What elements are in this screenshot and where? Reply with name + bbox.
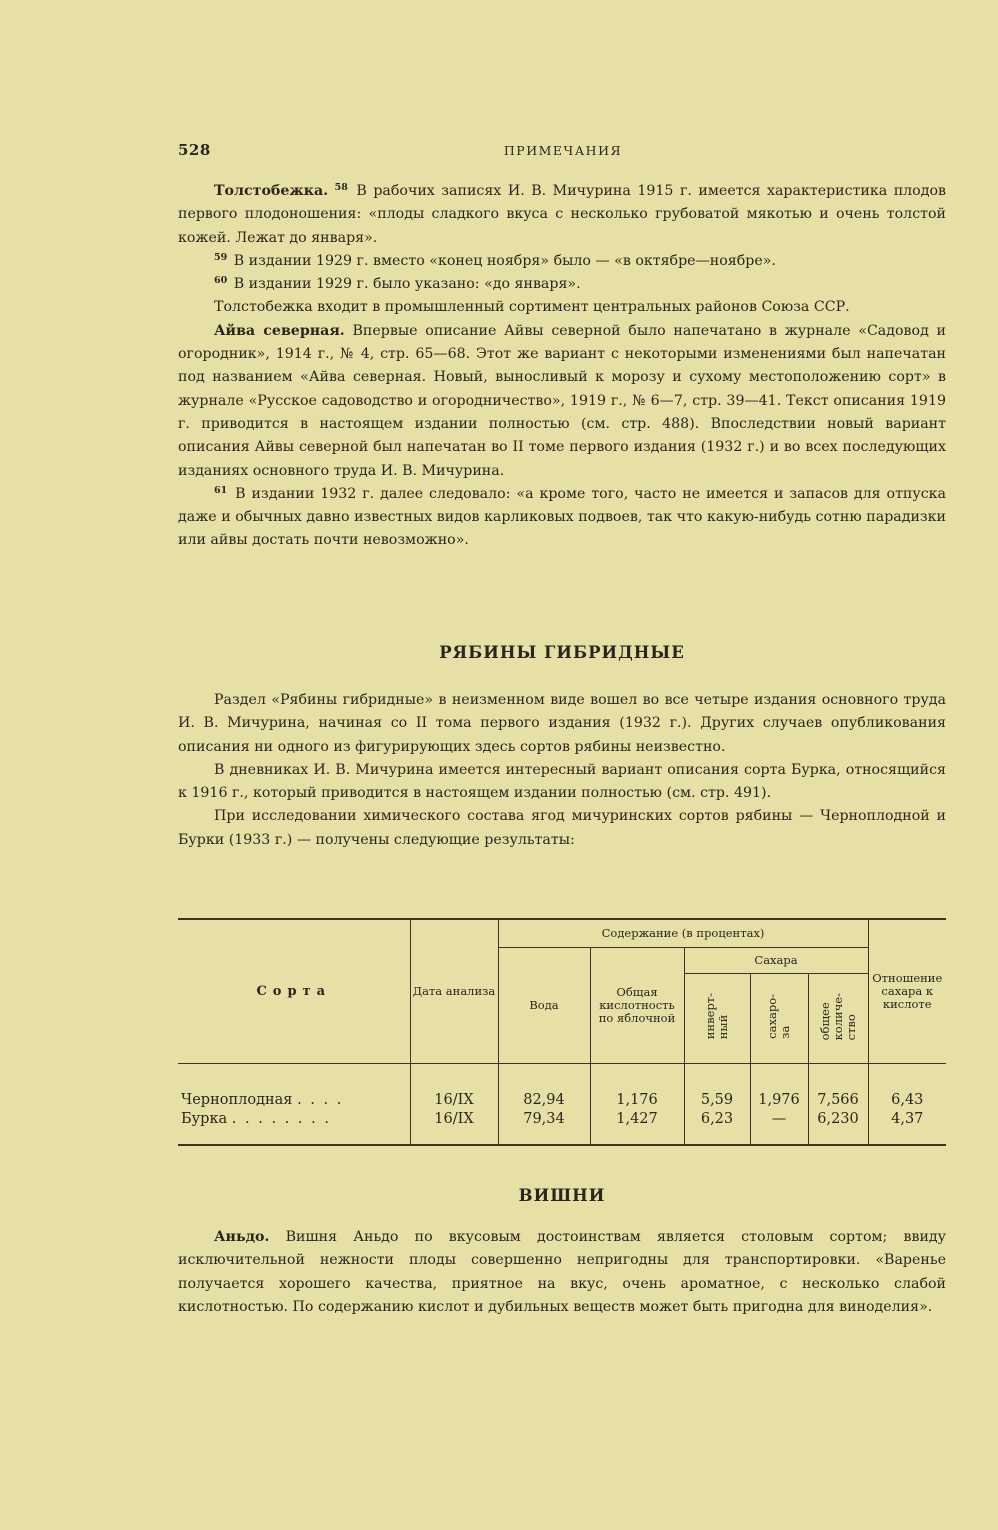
section-heading-vishni: ВИШНИ [518,1186,606,1205]
footnote-ref-59: 59 [214,251,228,263]
footnote-ref-60: 60 [214,275,228,287]
header-sucrose [750,973,808,1063]
cell-invert: 6,23 [684,1110,750,1129]
cell-sort-name: Черноплодная [181,1092,293,1108]
header-sugars: Сахара [684,947,868,973]
note-60-text: В издании 1929 г. было указано: «до января». [229,276,581,293]
header-content: Содержание (в процентах) [498,919,868,947]
note-59-text: В издании 1929 г. вместо «конец ноября» было — «в октябре—ноябре». [229,252,776,269]
cell-acidity: 1,176 [590,1091,684,1110]
header-ratio: Отношение сахара к кислоте [868,919,946,1063]
cell-sucrose: — [750,1110,808,1129]
cell-water: 79,34 [498,1110,590,1129]
footnote-ref-61: 61 [214,484,228,496]
cell-sort [178,1110,410,1129]
term-aiva: Айва северная. [214,322,345,339]
chemical-composition-table [178,918,946,1146]
cell-sort-name: Бурка [181,1111,228,1127]
cell-ratio: 4,37 [868,1110,946,1129]
cell-total: 7,566 [808,1091,868,1110]
note-aiva-text: Впервые описание Айвы северной было напечатано в журнале «Садовод и огородник», 1914 г., № 4, стр. 65—68. Этот же вариант с некоторыми изменениями был напечатан под названием «Айва северная. Новый, выносливый к морозу и сухому местоположению сорт» в журнале «Русское садоводство и огородничество», 1919 г., № 6—7, стр. 39—41. Текст описания 1919 г. приводится в настоящем издании полностью (см. стр. 488). Впоследствии новый вариант описания Айвы северной был напечатан во II томе первого издания (1932 г.) и во всех последующих изданиях основного труда И. В. Мичурина. [178,322,946,479]
note-61-text: В издании 1932 г. далее следовало: «а кроме того, часто не имеется и запасов для отпуска даже и обычных давно известных видов карликовых подвоев, так что какую-нибудь сотню парадизки или айвы достать почти невозможно». [178,485,946,549]
vishni-paragraph [178,1226,946,1319]
term-tolstobezhka: Толстобежка. [214,183,329,199]
cell-date: 16/IX [410,1091,498,1110]
note-tolstobezhka-text: В рабочих записях И. В. Мичурина 1915 г. имеется характеристика плодов первого плодоношения: «плоды сладкого вкуса с несколько грубоватой мякотью и очень толстой кожей. Лежат до января». [178,183,946,246]
ryabiny-paragraph-2: В дневниках И. В. Мичурина имеется интересный вариант описания сорта Бурка, относящийся к 1916 г., который приводится в настоящем издании полностью (см. стр. 491). [178,761,946,802]
header-water: Вода [498,947,590,1063]
leader-dots: . . . . . . . . [231,1111,331,1127]
ryabiny-paragraph-3: При исследовании химического состава ягод мичуринских сортов рябины — Черноплодной и Бурки (1933 г.) — получены следующие результаты: [178,808,946,848]
note-61 [178,483,946,553]
cell-acidity: 1,427 [590,1110,684,1129]
header-sucrose-text: сахаро- за [765,994,792,1039]
section-vishni [178,1186,946,1319]
note-60 [178,273,946,296]
table-row [178,1110,946,1129]
cell-total: 6,230 [808,1110,868,1129]
page-number: 528 [178,141,211,159]
header-acidity: Общая кислотность по яблочной [590,947,684,1063]
header-total [808,973,868,1063]
note-tolstobezhka [178,180,946,250]
cell-water: 82,94 [498,1091,590,1110]
table-row [178,1091,946,1110]
note-59 [178,250,946,273]
term-ando: Аньдо. [214,1229,270,1245]
cell-sort [178,1091,410,1110]
ryabiny-paragraph-1: Раздел «Рябины гибридные» в неизменном виде вошел во все четыре издания основного труда И. В. Мичурина, начиная со II тома первого издания (1932 г.). Других случаев опубликования описания ни одного из фигурирующих здесь сортов рябины неизвестно. [178,692,946,755]
chem-table-wrap [178,918,946,1146]
header-date: Дата анализа [410,919,498,1063]
footnote-ref-58: 58 [334,182,348,193]
header-sort [178,919,410,1063]
section-ryabiny [178,643,946,852]
note-tolstobezhka-assortment: Толстобежка входит в промышленный сортимент центральных районов Союза ССР. [214,299,850,316]
header-total-text: общее количе- ство [817,992,858,1041]
header-sort-text: Сорта [256,983,332,999]
header-invert-text: инверт- ный [703,993,730,1040]
running-header [178,141,948,165]
vishni-text: Вишня Аньдо по вкусовым достоинствам является столовым сортом; ввиду исключительной нежности плоды совершенно непригодны для транспортировки. «Варенье получается хорошего качества, приятное на вкус, очень ароматное, с несколько слабой кислотностью. По содержанию кислот и дубильных веществ может быть пригодна для виноделия». [178,1229,946,1315]
running-title: ПРИМЕЧАНИЯ [503,143,623,158]
note-aiva [178,320,946,483]
section-heading-ryabiny: РЯБИНЫ ГИБРИДНЫЕ [439,643,685,662]
notes-block [178,180,946,553]
header-invert [684,973,750,1063]
cell-sucrose: 1,976 [750,1091,808,1110]
cell-invert: 5,59 [684,1091,750,1110]
cell-date: 16/IX [410,1110,498,1129]
leader-dots: . . . . [297,1092,344,1108]
cell-ratio: 6,43 [868,1091,946,1110]
